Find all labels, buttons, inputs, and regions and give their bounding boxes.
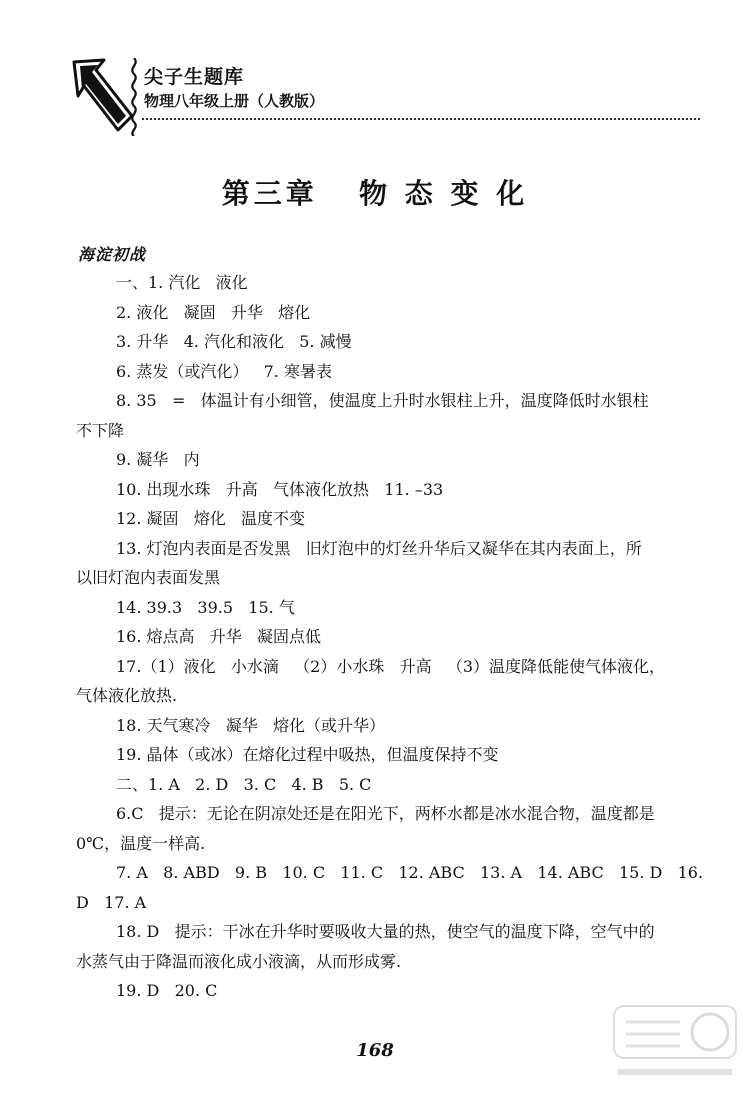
answer-line: 19. D 20. C xyxy=(116,981,218,1000)
answer-line: 一、1. 汽化 液化 xyxy=(116,273,248,292)
header-divider xyxy=(142,118,700,120)
answer-line: 14. 39.3 39.5 15. 气 xyxy=(116,597,295,617)
answer-line: 0℃，温度一样高. xyxy=(76,833,206,853)
answer-line: 3. 升华 4. 汽化和液化 5. 减慢 xyxy=(116,332,352,351)
answer-line: 9. 凝华 内 xyxy=(116,450,200,469)
answer-line: 8. 35 = 体温计有小细管，使温度上升时水银柱上升，温度降低时水银柱 xyxy=(116,391,649,410)
answer-line: 7. A 8. ABD 9. B 10. C 11. C 12. ABC 13. A 14. ABC 15. D 16. xyxy=(116,863,704,882)
header xyxy=(70,52,690,142)
answer-line: 18. 天气寒冷 凝华 熔化（或升华） xyxy=(116,715,386,735)
answer-line: 二、1. A 2. D 3. C 4. B 5. C xyxy=(116,774,372,794)
answer-line: 12. 凝固 熔化 温度不变 xyxy=(116,509,306,528)
answer-line: 水蒸气由于降温而液化成小液滴，从而形成雾. xyxy=(76,951,402,971)
answer-line: 18. D 提示：干冰在升华时要吸收大量的热，使空气的温度下降，空气中的 xyxy=(116,922,655,941)
answer-line: 17.（1）液化 小水滴 （2）小水珠 升高 （3）温度降低能使气体液化， xyxy=(116,656,666,676)
section-heading: 海淀初战 xyxy=(78,245,147,264)
answer-line: 19. 晶体（或冰）在熔化过程中吸热，但温度保持不变 xyxy=(116,745,499,764)
answer-line: 16. 熔点高 升华 凝固点低 xyxy=(116,627,322,646)
answer-list xyxy=(76,268,704,1006)
watermark-logo-icon xyxy=(610,1000,740,1088)
answer-line: 6.C 提示：无论在阴凉处还是在阳光下，两杯水都是冰水混合物，温度都是 xyxy=(116,804,655,823)
page-number: 168 xyxy=(356,1040,394,1061)
arrow-icon xyxy=(70,56,136,138)
answer-line: D 17. A xyxy=(76,892,147,912)
answer-line: 气体液化放热. xyxy=(76,686,178,705)
wavy-divider-icon xyxy=(128,58,140,136)
answer-line: 6. 蒸发（或汽化） 7. 寒暑表 xyxy=(116,361,332,381)
series-title: 尖子生题库 xyxy=(144,66,245,88)
chapter-title: 第三章 物 态 变 化 xyxy=(221,177,529,210)
answer-line: 2. 液化 凝固 升华 熔化 xyxy=(116,302,311,322)
answer-line: 10. 出现水珠 升高 气体液化放热 11. –33 xyxy=(116,479,444,499)
answer-line: 13. 灯泡内表面是否发黑 旧灯泡中的灯丝升华后又凝华在其内表面上，所 xyxy=(116,538,642,558)
book-title: 物理八年级上册（人教版） xyxy=(144,92,325,110)
answer-line: 以旧灯泡内表面发黑 xyxy=(76,568,221,587)
answer-line: 不下降 xyxy=(76,420,125,440)
